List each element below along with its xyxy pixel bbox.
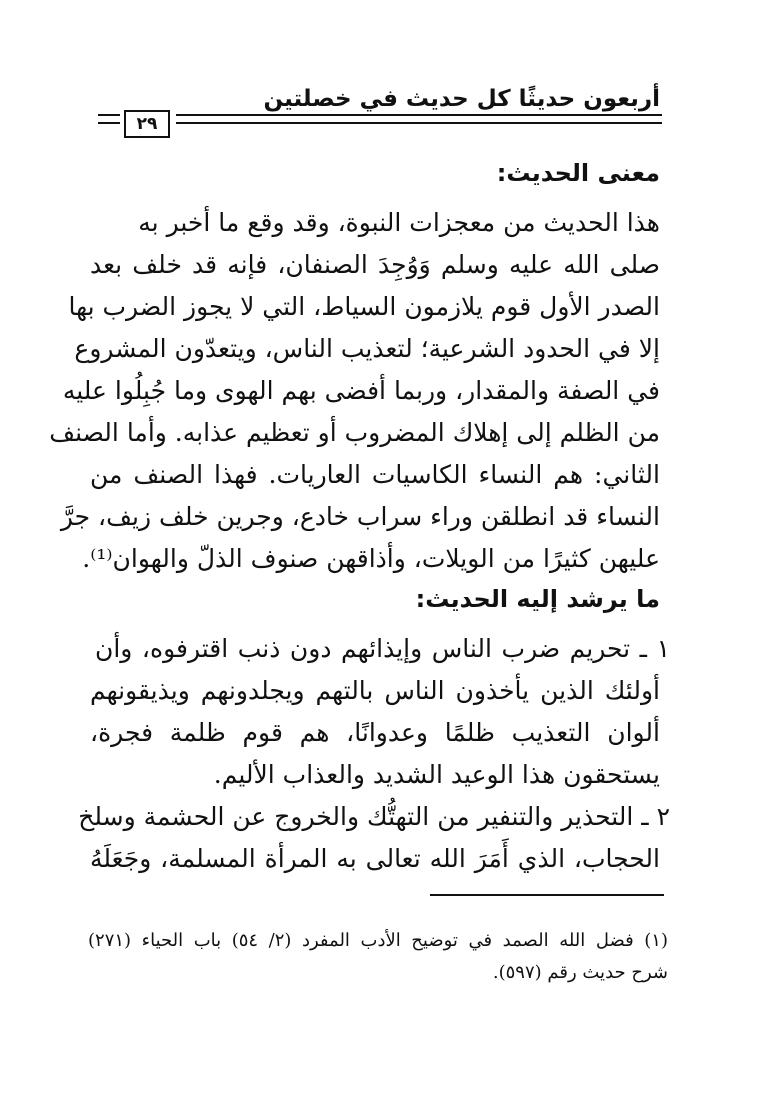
footnote-line: (١) فضل الله الصمد في توضيح الأدب المفرد (٢/ ٥٤) باب الحياء (٢٧١)	[88, 930, 668, 951]
header-rule-bottom	[176, 122, 662, 124]
numbered-point-line: ١ ـ تحريم ضرب الناس وإيذائهم دون ذنب اقترفوه، وأن	[95, 634, 670, 663]
section-heading-meaning: معنى الحديث:	[496, 159, 660, 187]
numbered-point-line: أولئك الذين يأخذون الناس بالتهم ويجلدونهم ويذيقونهم	[90, 676, 660, 705]
numbered-point-line: ألوان التعذيب ظلمًا وعدوانًا، هم قوم ظلمة فجرة،	[90, 718, 660, 747]
footnote-line: شرح حديث رقم (٥٩٧).	[492, 962, 668, 983]
paragraph-line: الثاني: هم النساء الكاسيات العاريات. فهذا الصنف من	[90, 460, 660, 489]
running-header-title: أربعون حديثًا كل حديث في خصلتين	[263, 86, 660, 112]
numbered-point-line: الحجاب، الذي أَمَرَ الله تعالى به المرأة المسلمة، وجَعَلَهُ	[90, 844, 660, 873]
paragraph-line: عليهن كثيرًا من الويلات، وأذاقهن صنوف الذلّ والهوان⁽¹⁾.	[82, 544, 660, 573]
paragraph-line: من الظلم إلى إهلاك المضروب أو تعظيم عذابه. وأما الصنف	[49, 418, 660, 447]
header-rule-left-top	[98, 114, 120, 116]
paragraph-line: النساء قد انطلقن وراء سراب خادع، وجرين خلف زيف، جرَّ	[60, 502, 660, 531]
paragraph-line: صلى الله عليه وسلم وَوُجِدَ الصنفان، فإنه قد خلف بعد	[90, 250, 660, 279]
paragraph-line: الصدر الأول قوم يلازمون السياط، التي لا يجوز الضرب بها	[68, 292, 660, 321]
section-heading-guidance: ما يرشد إليه الحديث:	[415, 585, 660, 613]
page-number: ٢٩	[124, 110, 170, 138]
header-rule-left-bottom	[98, 122, 120, 124]
numbered-point-line: يستحقون هذا الوعيد الشديد والعذاب الأليم.	[213, 760, 660, 789]
paragraph-line: إلا في الحدود الشرعية؛ لتعذيب الناس، ويتعدّون المشروع	[74, 334, 660, 363]
paragraph-line: هذا الحديث من معجزات النبوة، وقد وقع ما أخبر به	[138, 208, 660, 237]
footnote-separator	[430, 894, 664, 896]
header-rule-top	[176, 114, 662, 116]
numbered-point-line: ٢ ـ التحذير والتنفير من التهتُّك والخروج عن الحشمة وسلخ	[78, 802, 670, 831]
paragraph-line: في الصفة والمقدار، وربما أفضى بهم الهوى وما جُبِلُوا عليه	[62, 376, 660, 405]
